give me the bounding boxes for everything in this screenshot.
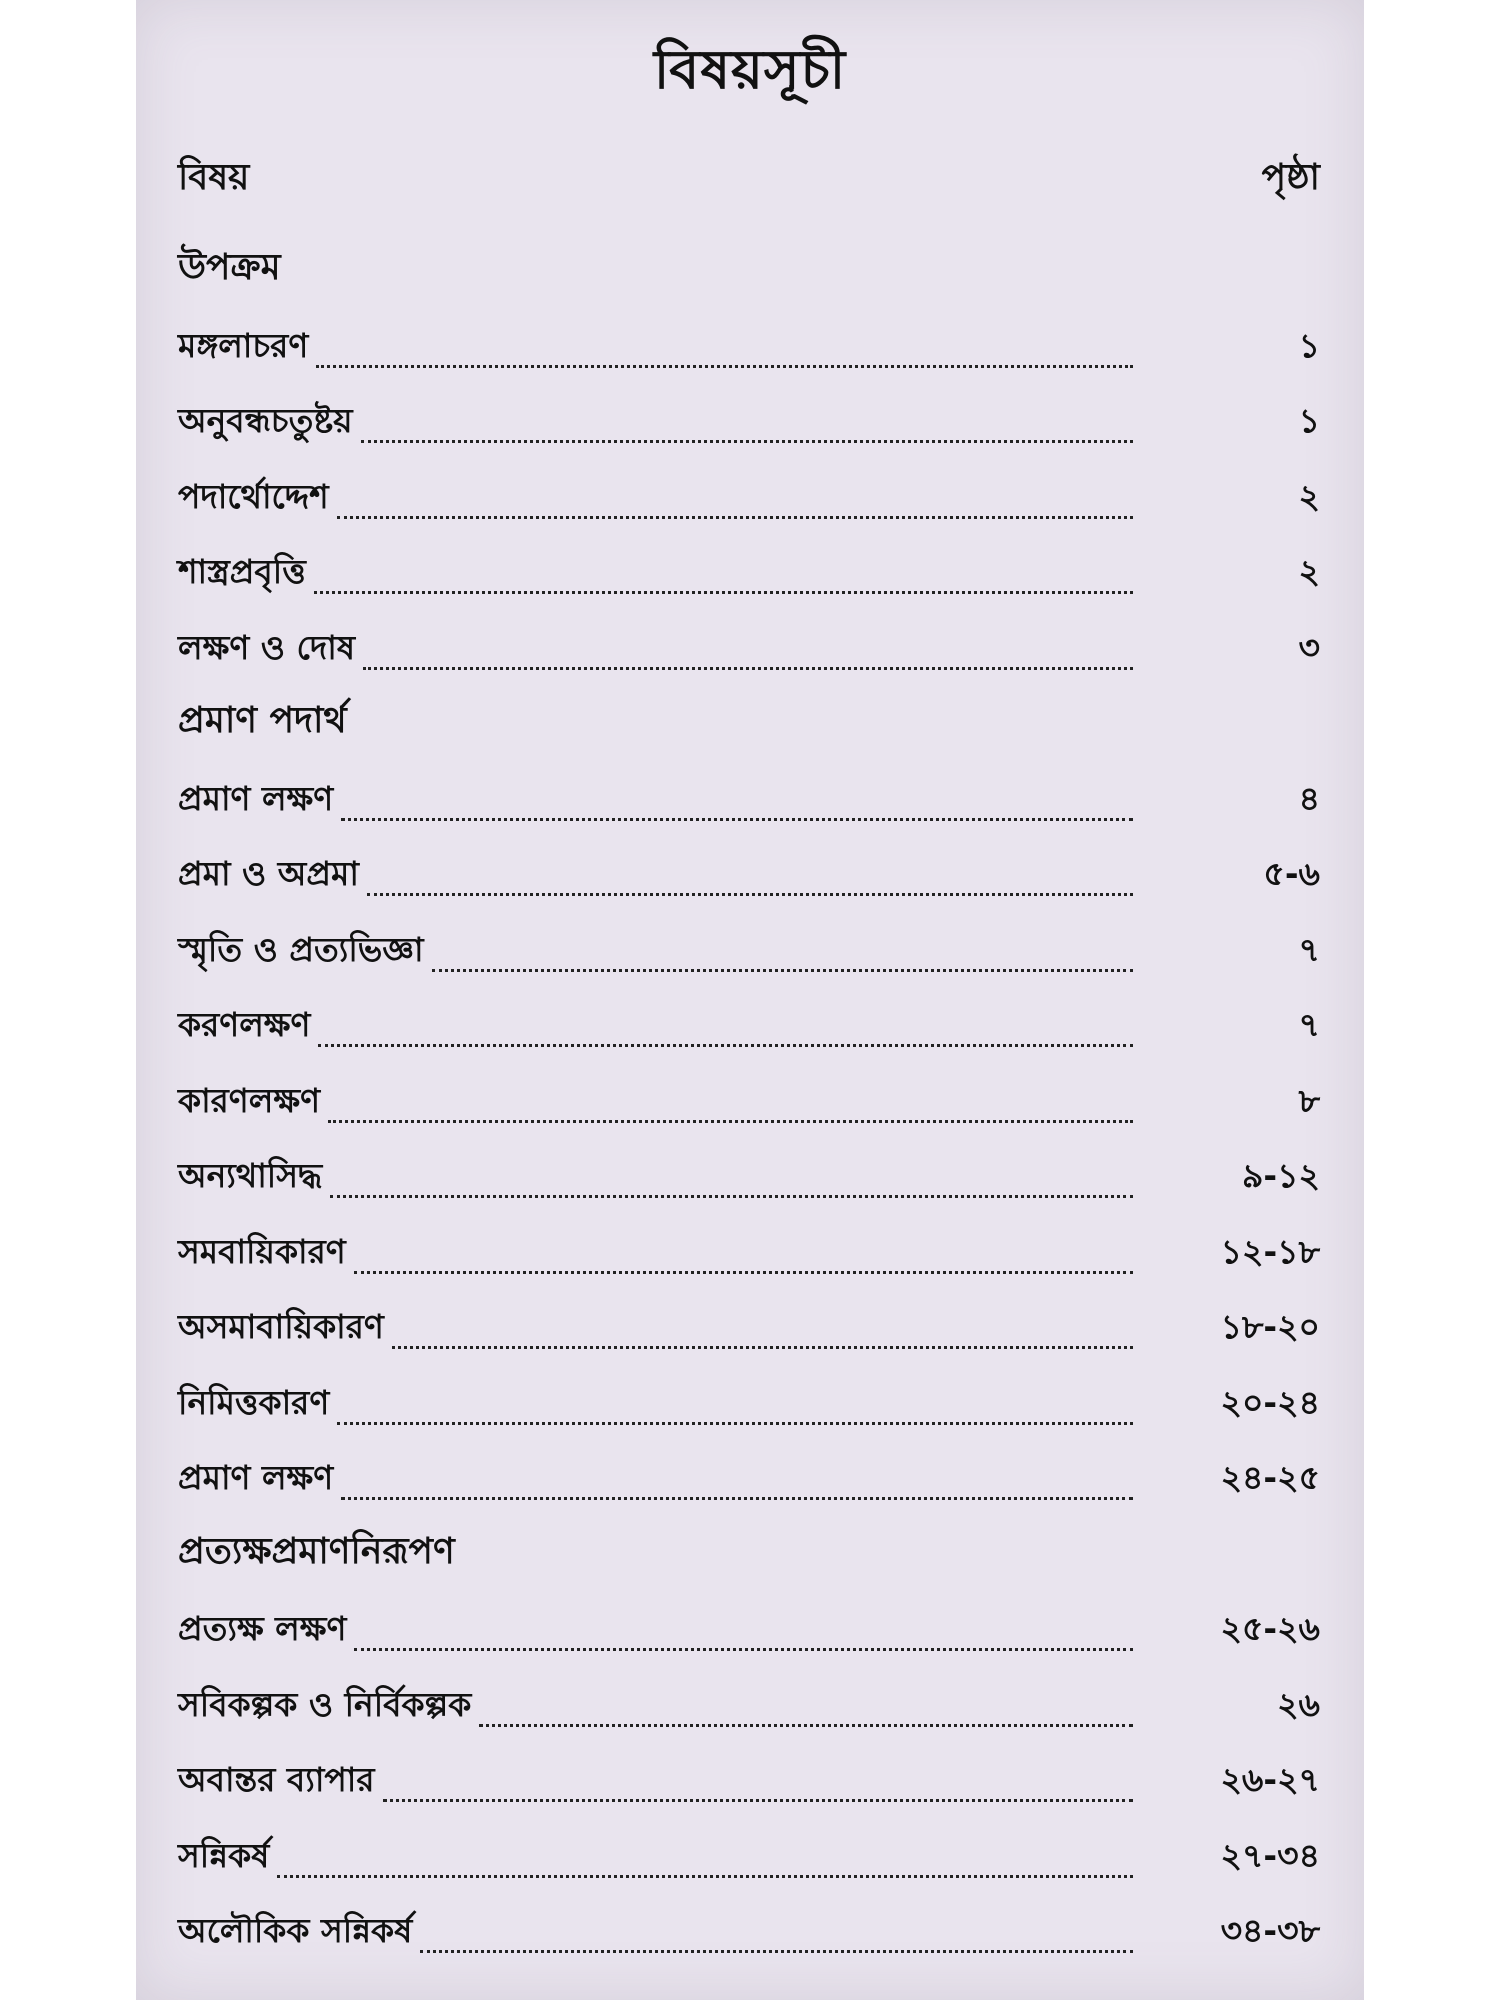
section-heading bbox=[178, 247, 1320, 300]
toc-entry bbox=[178, 1156, 1320, 1206]
dot-leader bbox=[330, 1194, 1133, 1198]
entry-page-number: ১ bbox=[1298, 325, 1320, 365]
entry-label: প্রমা ও অপ্রমা bbox=[178, 854, 359, 893]
toc-entry bbox=[178, 854, 1320, 904]
toc-entry bbox=[178, 1685, 1320, 1735]
entry-label: কারণলক্ষণ bbox=[178, 1080, 321, 1120]
section-label: প্রমাণ পদার্থ bbox=[178, 700, 347, 741]
dot-leader bbox=[432, 968, 1133, 972]
entry-label: সমবায়িকারণ bbox=[178, 1231, 346, 1271]
toc-entry bbox=[178, 1232, 1320, 1282]
dot-leader bbox=[337, 515, 1133, 519]
dot-leader bbox=[354, 1270, 1133, 1274]
entry-label: লক্ষণ ও দোষ bbox=[178, 627, 356, 667]
entry-page-number: ৯-১২ bbox=[1242, 1156, 1320, 1195]
entry-page-number: ৩ bbox=[1298, 627, 1320, 667]
page-title: বিষয়সূচী bbox=[653, 38, 847, 101]
dot-leader bbox=[337, 1421, 1133, 1425]
entry-page-number: ৪ bbox=[1298, 778, 1320, 818]
entry-label: করণলক্ষণ bbox=[178, 1005, 311, 1044]
entry-label: পদার্থোদ্দেশ bbox=[178, 476, 329, 516]
entry-label: স্মৃতি ও প্রত্যভিজ্ঞা bbox=[178, 929, 424, 969]
entry-label: প্রত্যক্ষ লক্ষণ bbox=[178, 1609, 347, 1648]
dot-leader bbox=[363, 666, 1133, 670]
dot-leader bbox=[354, 1647, 1133, 1651]
dot-leader bbox=[328, 1119, 1133, 1123]
toc-entry bbox=[178, 401, 1320, 451]
toc-entry bbox=[178, 1760, 1320, 1810]
entry-page-number: ২৪-২৫ bbox=[1220, 1458, 1320, 1497]
entry-page-number: ২৭-৩৪ bbox=[1220, 1835, 1320, 1875]
entry-page-number: ২৫-২৬ bbox=[1220, 1609, 1320, 1648]
entry-label: প্রমাণ লক্ষণ bbox=[178, 778, 334, 818]
entry-page-number: ৮ bbox=[1298, 1080, 1320, 1120]
entry-label: প্রমাণ লক্ষণ bbox=[178, 1458, 334, 1497]
entry-page-number: ৭ bbox=[1298, 1005, 1320, 1044]
entry-label: অবান্তর ব্যাপার bbox=[178, 1760, 375, 1799]
toc-entry bbox=[178, 1458, 1320, 1508]
entry-label: সন্নিকর্ষ bbox=[178, 1835, 270, 1875]
entry-label: শাস্ত্রপ্রবৃত্তি bbox=[178, 552, 306, 591]
entry-label: অন্যথাসিদ্ধ bbox=[178, 1156, 323, 1195]
entry-page-number: ২ bbox=[1298, 552, 1320, 591]
dot-leader bbox=[420, 1949, 1133, 1953]
dot-leader bbox=[341, 1496, 1133, 1500]
toc-entry bbox=[178, 1307, 1320, 1357]
section-label: প্রত্যক্ষপ্রমাণনিরূপণ bbox=[178, 1530, 455, 1572]
entry-page-number: ১৮-২০ bbox=[1220, 1307, 1320, 1346]
dot-leader bbox=[367, 892, 1133, 896]
dot-leader bbox=[383, 1798, 1133, 1802]
entry-page-number: ২০-২৪ bbox=[1220, 1382, 1320, 1422]
section-label: উপক্রম bbox=[178, 247, 281, 288]
dot-leader bbox=[392, 1345, 1133, 1349]
entry-page-number: ৫-৬ bbox=[1263, 854, 1320, 893]
toc-entry bbox=[178, 1383, 1320, 1433]
toc-entry bbox=[178, 930, 1320, 980]
entry-label: অলৌকিক সন্নিকর্ষ bbox=[178, 1911, 413, 1950]
toc-entry bbox=[178, 1081, 1320, 1131]
toc-entry bbox=[178, 628, 1320, 678]
entry-label: নিমিত্তকারণ bbox=[178, 1382, 330, 1422]
entry-page-number: ৭ bbox=[1298, 929, 1320, 969]
dot-leader bbox=[314, 590, 1133, 594]
page-column-header: পৃষ্ঠা bbox=[1261, 157, 1320, 198]
entry-label: সবিকল্পক ও নির্বিকল্পক bbox=[178, 1684, 472, 1724]
entry-page-number: ১২-১৮ bbox=[1220, 1231, 1320, 1271]
toc-entry bbox=[178, 1836, 1320, 1886]
section-heading bbox=[178, 700, 1320, 753]
entry-page-number: ২৬-২৭ bbox=[1220, 1760, 1320, 1799]
toc-entry bbox=[178, 1005, 1320, 1055]
toc-entry bbox=[178, 552, 1320, 602]
section-heading bbox=[178, 1530, 1320, 1584]
entry-page-number: ২ bbox=[1298, 476, 1320, 516]
dot-leader bbox=[361, 439, 1133, 443]
dot-leader bbox=[479, 1723, 1133, 1727]
toc-entry bbox=[178, 1911, 1320, 1961]
entry-label: অনুবন্ধচতুষ্টয় bbox=[178, 401, 353, 440]
entry-page-number: ২৬ bbox=[1277, 1684, 1320, 1724]
dot-leader bbox=[277, 1874, 1133, 1878]
toc-entry bbox=[178, 326, 1320, 376]
subject-column-header: বিষয় bbox=[178, 157, 250, 198]
dot-leader bbox=[341, 817, 1133, 821]
entry-label: অসমাবায়িকারণ bbox=[178, 1307, 384, 1346]
toc-entry bbox=[178, 477, 1320, 527]
entry-page-number: ১ bbox=[1298, 401, 1320, 440]
entry-label: মঙ্গলাচরণ bbox=[178, 325, 309, 365]
dot-leader bbox=[316, 364, 1133, 368]
toc-entry bbox=[178, 779, 1320, 829]
dot-leader bbox=[318, 1043, 1133, 1047]
entry-page-number: ৩৪-৩৮ bbox=[1220, 1911, 1320, 1950]
book-page bbox=[136, 0, 1364, 2000]
toc-entry bbox=[178, 1609, 1320, 1659]
